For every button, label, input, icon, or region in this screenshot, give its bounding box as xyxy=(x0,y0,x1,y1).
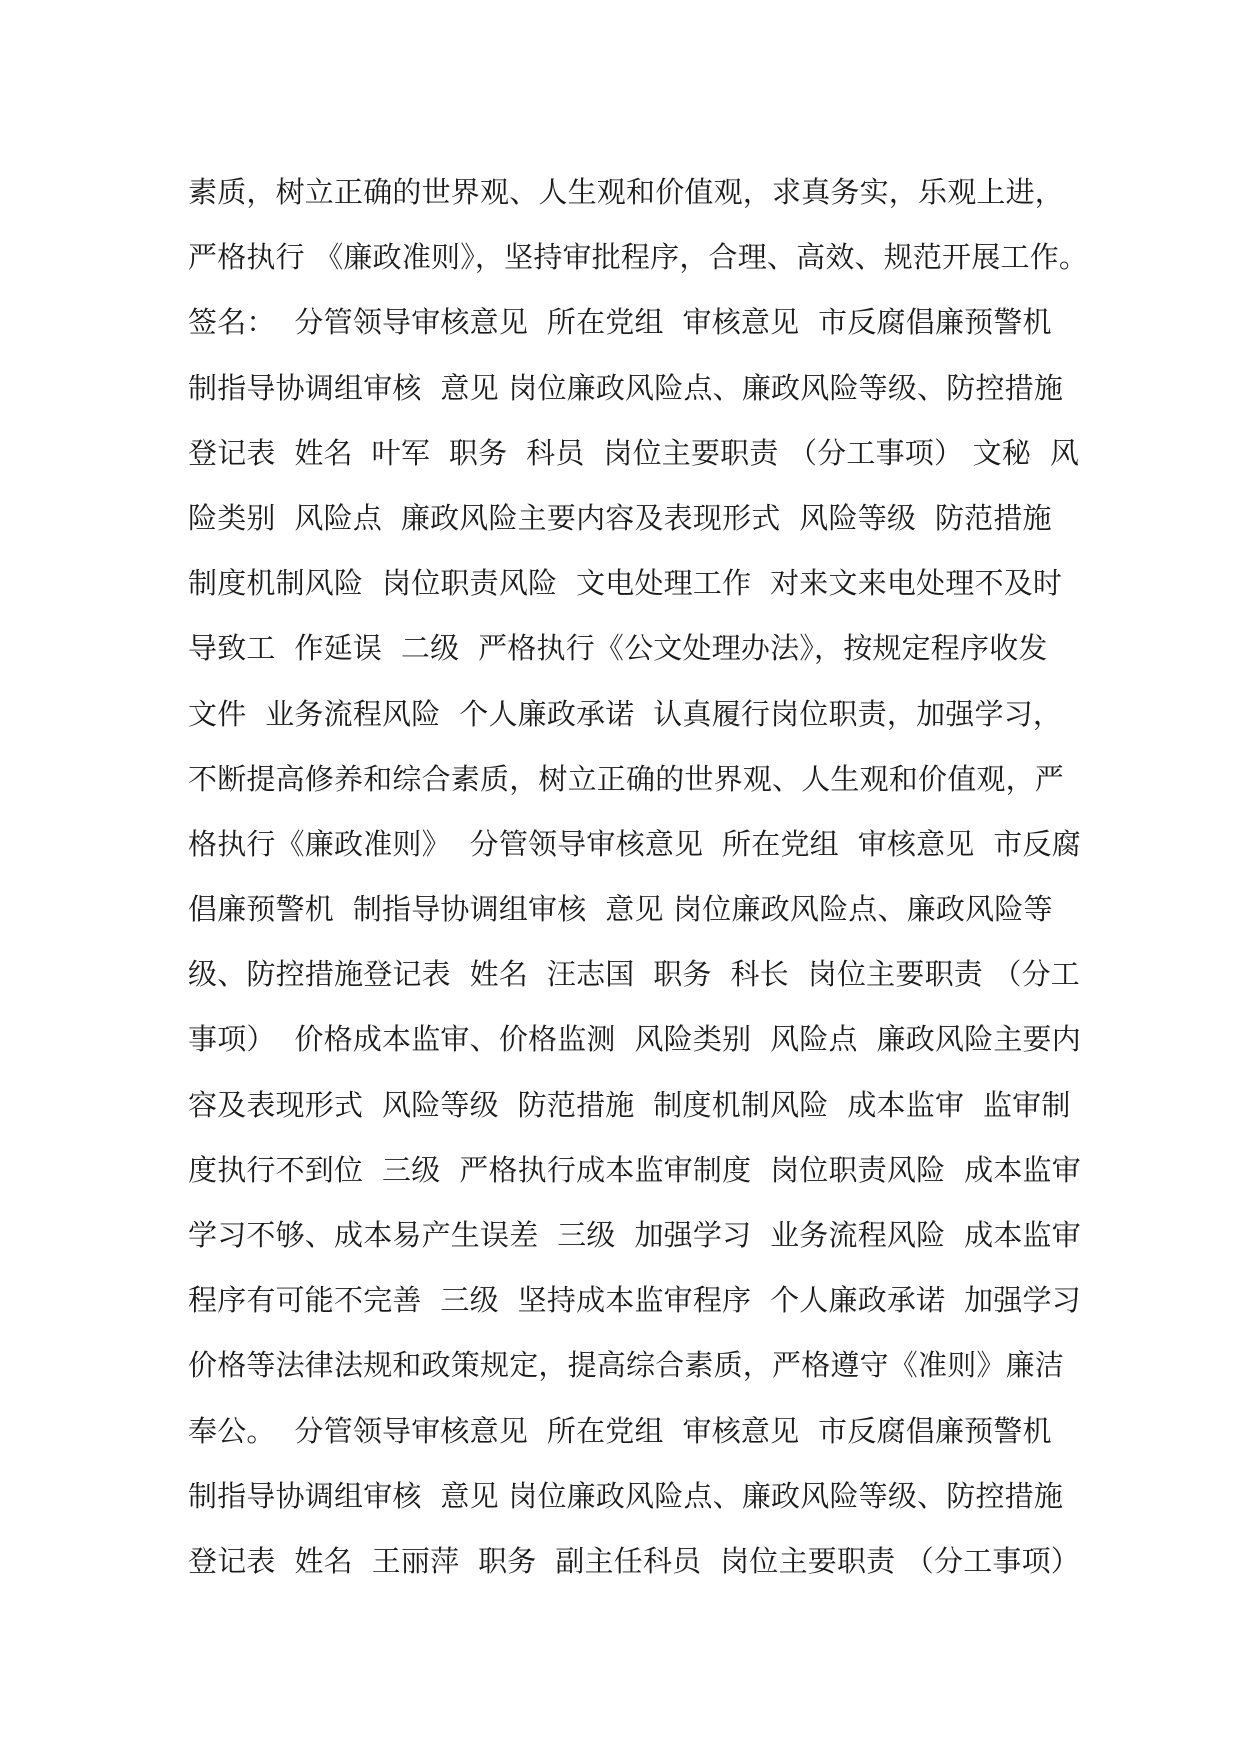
text-line: 格执行《廉政准则》 分管领导审核意见 所在党组 审核意见 市反腐 xyxy=(188,826,1081,861)
text-line: 签名： 分管领导审核意见 所在党组 审核意见 市反腐倡廉预警机 xyxy=(188,305,1052,340)
text-line: 奉公。 分管领导审核意见 所在党组 审核意见 市反腐倡廉预警机 xyxy=(188,1413,1052,1448)
text-line: 事项） 价格成本监审、价格监测 风险类别 风险点 廉政风险主要内 xyxy=(188,1022,1081,1057)
text-line: 价格等法律法规和政策规定，提高综合素质，严格遵守《准则》廉洁 xyxy=(188,1348,1065,1383)
text-line: 制指导协调组审核 意见 岗位廉政风险点、廉政风险等级、防控措施 xyxy=(188,1478,1064,1513)
text-line: 程序有可能不完善 三级 坚持成本监审程序 个人廉政承诺 加强学习 xyxy=(188,1283,1081,1318)
text-line: 制度机制风险 岗位职责风险 文电处理工作 对来文来电处理不及时 xyxy=(188,566,1063,601)
text-line: 级、防控措施登记表 姓名 汪志国 职务 科长 岗位主要职责 （分工 xyxy=(188,957,1081,992)
body-text xyxy=(188,160,1089,1594)
text-line: 容及表现形式 风险等级 防范措施 制度机制风险 成本监审 监审制 xyxy=(188,1087,1071,1122)
text-line: 倡廉预警机 制指导协调组审核 意见 岗位廉政风险点、廉政风险等 xyxy=(188,892,1053,927)
text-line: 文件 业务流程风险 个人廉政承诺 认真履行岗位职责，加强学习， xyxy=(188,696,1063,731)
text-line: 素质，树立正确的世界观、人生观和价值观，求真务实，乐观上进， xyxy=(188,175,1065,209)
text-line: 学习不够、成本易产生误差 三级 加强学习 业务流程风险 成本监审 xyxy=(188,1218,1081,1252)
text-line: 登记表 姓名 叶军 职务 科员 岗位主要职责 （分工事项） 文秘 风 xyxy=(188,435,1080,470)
text-line: 险类别 风险点 廉政风险主要内容及表现形式 风险等级 防范措施 xyxy=(188,500,1052,535)
text-line: 登记表 姓名 王丽萍 职务 副主任科员 岗位主要职责 （分工事项） xyxy=(188,1543,1081,1578)
text-line: 制指导协调组审核 意见 岗位廉政风险点、廉政风险等级、防控措施 xyxy=(188,370,1064,405)
text-line: 度执行不到位 三级 严格执行成本监审制度 岗位职责风险 成本监审 xyxy=(188,1152,1081,1187)
text-line: 不断提高修养和综合素质，树立正确的世界观、人生观和价值观，严 xyxy=(188,761,1065,796)
text-line: 严格执行 《廉政准则》，坚持审批程序，合理、高效、规范开展工作。 xyxy=(188,240,1089,275)
text-line: 导致工 作延误 二级 严格执行《公文处理办法》，按规定程序收发 xyxy=(188,631,1048,666)
